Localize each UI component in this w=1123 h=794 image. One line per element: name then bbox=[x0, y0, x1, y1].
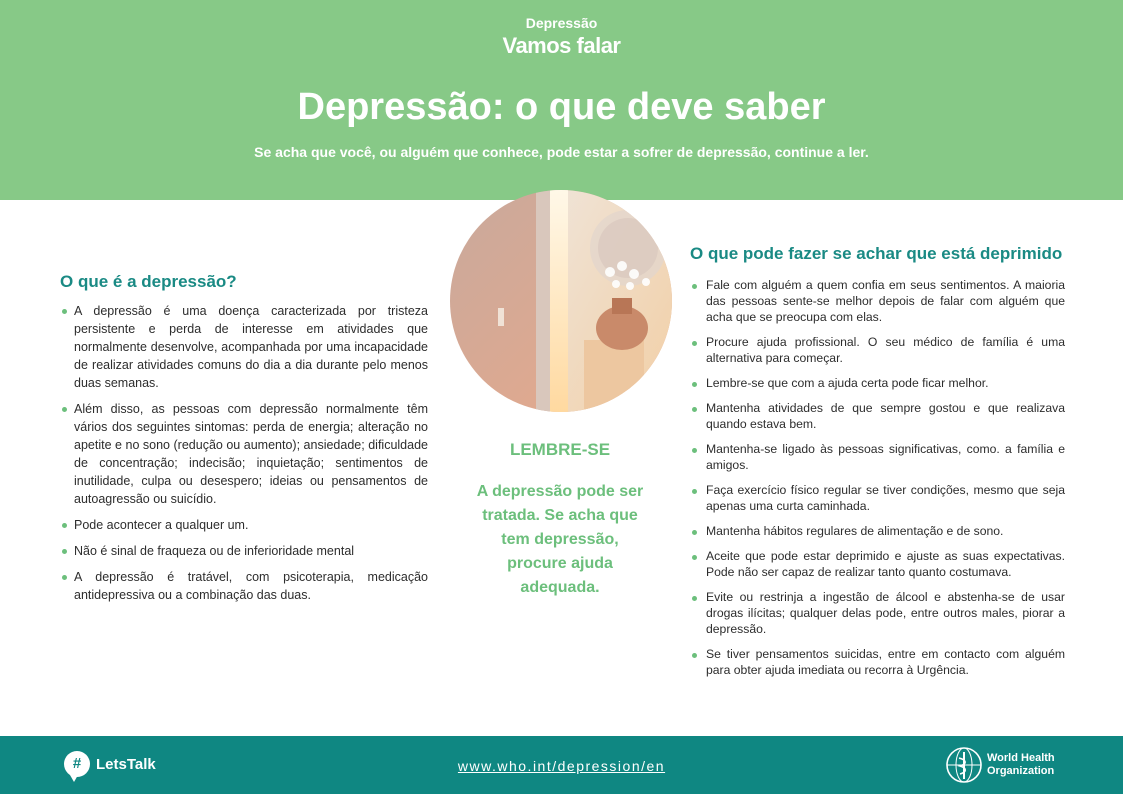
footer-bar bbox=[0, 736, 1123, 794]
header-kicker: Depressão bbox=[525, 15, 598, 31]
bullet-dot-icon bbox=[692, 448, 697, 453]
bullet-dot-icon bbox=[692, 653, 697, 658]
bullet-dot-icon bbox=[692, 489, 697, 494]
bullet-dot-icon bbox=[692, 341, 697, 346]
illustration-door-vase bbox=[450, 190, 672, 412]
bullet-dot-icon bbox=[692, 596, 697, 601]
list-item: A depressão é tratável, com psicoterapia, medicação antidepressiva ou a combinação das duas. bbox=[60, 568, 428, 604]
hashtag-speech-bubble-icon: # bbox=[64, 751, 90, 777]
info-list bbox=[60, 302, 428, 604]
list-item: Procure ajuda profissional. O seu médico de família é uma alternativa para começar. bbox=[690, 334, 1065, 366]
page-title: Depressão: o que deve saber bbox=[297, 86, 826, 128]
section-title: O que é a depressão? bbox=[60, 272, 237, 291]
bullet-dot-icon bbox=[692, 555, 697, 560]
campaign-label: LetsTalk bbox=[96, 755, 156, 773]
bullet-dot-icon bbox=[62, 309, 67, 314]
section-what-to-do bbox=[690, 243, 1065, 687]
advice-list bbox=[690, 277, 1065, 678]
who-url-link[interactable]: www.who.int/depression/en bbox=[457, 758, 666, 774]
bullet-dot-icon bbox=[62, 407, 67, 412]
list-item: Mantenha hábitos regulares de alimentação e de sono. bbox=[690, 523, 1065, 539]
list-item: Mantenha-se ligado às pessoas significativas, como. a família e amigos. bbox=[690, 441, 1065, 473]
bullet-dot-icon bbox=[692, 407, 697, 412]
remember-box bbox=[470, 440, 650, 600]
list-item: Se tiver pensamentos suicidas, entre em contacto com alguém para obter ajuda imediata ou recorra à Urgência. bbox=[690, 646, 1065, 678]
list-item: Evite ou restrinja a ingestão de álcool e abstenha-se de usar drogas ilícitas; qualquer delas pode, entre outros males, piorar a depressão. bbox=[690, 589, 1065, 637]
list-item: Não é sinal de fraqueza ou de inferioridade mental bbox=[60, 542, 428, 560]
header-series: Vamos falar bbox=[502, 33, 621, 58]
bullet-dot-icon bbox=[62, 523, 67, 528]
header-banner bbox=[0, 0, 1123, 200]
remember-title: LEMBRE-SE bbox=[509, 440, 611, 459]
list-item: Mantenha atividades de que sempre gostou e que realizava quando estava bem. bbox=[690, 400, 1065, 432]
bullet-dot-icon bbox=[692, 530, 697, 535]
bullet-dot-icon bbox=[692, 284, 697, 289]
list-item: Faça exercício físico regular se tiver condições, mesmo que seja apenas uma curta caminhada. bbox=[690, 482, 1065, 514]
list-item: Além disso, as pessoas com depressão normalmente têm vários dos seguintes sintomas: perda de energia; alteração no apetite e no sono (redução ou aumento); ansiedade; dificuldade de concentração; indecisão; inquietação; sentimentos de inutilidade, culpa ou desespero; ideias ou pensamentos de autoagressão ou suicídio. bbox=[60, 400, 428, 508]
who-name: World Health Organization bbox=[987, 752, 1055, 777]
section-title: O que pode fazer se achar que está deprimido bbox=[690, 244, 1063, 263]
who-logo-block bbox=[945, 746, 1055, 784]
who-emblem-icon bbox=[945, 746, 983, 784]
list-item: Fale com alguém a quem confia em seus sentimentos. A maioria das pessoas sente-se melhor depois de falar com alguém que acha que se preocupa com elas. bbox=[690, 277, 1065, 325]
bullet-dot-icon bbox=[692, 382, 697, 387]
bullet-dot-icon bbox=[62, 549, 67, 554]
list-item: A depressão é uma doença caracterizada por tristeza persistente e perda de interesse em atividades que normalmente desenvolve, acompanhada por uma incapacidade de realizar atividades comuns do dia a dia durante pelo menos duas semanas. bbox=[60, 302, 428, 392]
page-subtitle: Se acha que você, ou alguém que conhece, pode estar a sofrer de depressão, continue a ler. bbox=[254, 144, 869, 160]
list-item: Lembre-se que com a ajuda certa pode ficar melhor. bbox=[690, 375, 1065, 391]
remember-text: A depressão pode ser tratada. Se acha que tem depressão, procure ajuda adequada. bbox=[476, 483, 644, 596]
list-item: Aceite que pode estar deprimido e ajuste as suas expectativas. Pode não ser capaz de realizar tanto quanto costumava. bbox=[690, 548, 1065, 580]
list-item: Pode acontecer a qualquer um. bbox=[60, 516, 428, 534]
bullet-dot-icon bbox=[62, 575, 67, 580]
section-what-is-depression bbox=[60, 272, 428, 612]
